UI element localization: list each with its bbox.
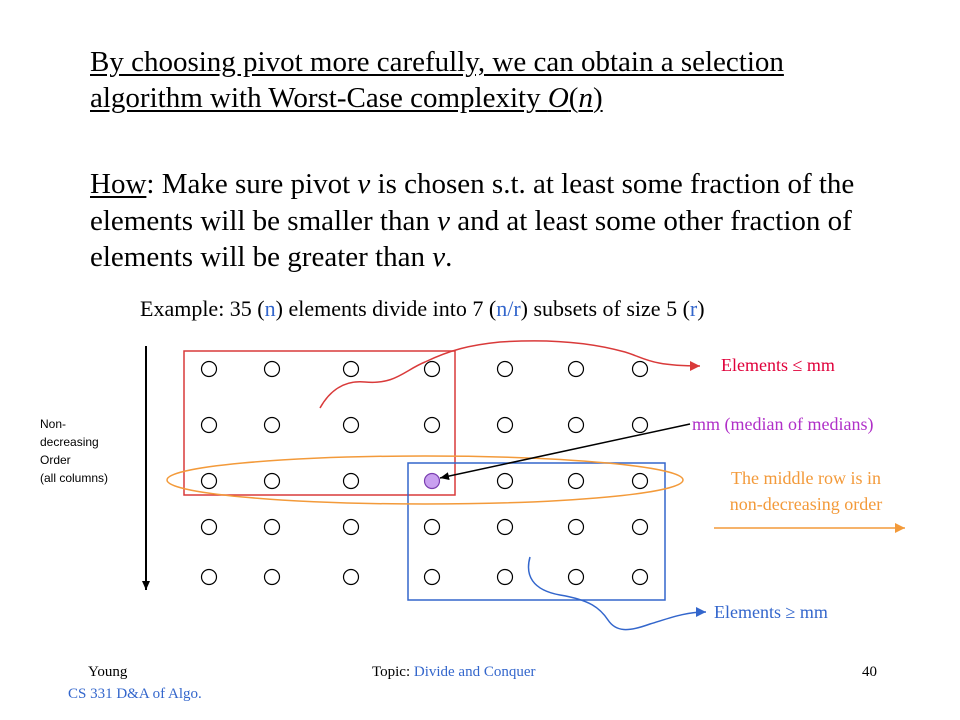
label-middle-row-line-1: The middle row is in: [731, 468, 881, 488]
how-label: How: [90, 168, 147, 200]
element-circle: [425, 418, 440, 433]
element-circle: [498, 520, 513, 535]
footer-topic: [372, 664, 536, 681]
title-line-1: By choosing pivot more carefully, we can obtain a selection: [90, 46, 784, 78]
element-circle: [265, 520, 280, 535]
element-circle: [344, 570, 359, 585]
element-circle: [425, 570, 440, 585]
element-circle: [633, 474, 648, 489]
example-mid-2: ) subsets of size 5 (: [520, 296, 690, 321]
how-text-3: and at least some other fraction of elements will be greater than: [90, 204, 852, 273]
greater-equal-arrow: [529, 557, 706, 630]
element-circle: [569, 474, 584, 489]
element-grid: [202, 362, 648, 585]
footer-topic-prefix: Topic:: [372, 664, 414, 680]
footer-topic-value: Divide and Conquer: [413, 664, 536, 680]
footer-course: CS 331 D&A of Algo.: [68, 686, 202, 702]
element-circle: [265, 570, 280, 585]
element-circle: [202, 520, 217, 535]
title-line-2-text: algorithm with Worst-Case complexity: [90, 82, 548, 114]
label-elements-greater-equal: Elements ≥ mm: [714, 602, 828, 622]
label-elements-less-equal: Elements ≤ mm: [721, 355, 835, 375]
big-o: O: [547, 82, 569, 114]
how-text-2: is chosen s.t. at least some fraction of the elements will be smaller than: [90, 168, 855, 237]
element-circle: [569, 520, 584, 535]
mm-arrow: [440, 424, 690, 478]
element-circle: [202, 570, 217, 585]
element-circle: [344, 418, 359, 433]
var-v: v: [437, 204, 450, 237]
label-middle-row-line-2: non-decreasing order: [729, 494, 883, 514]
order-label-line: (all columns): [40, 471, 109, 485]
element-circle: [344, 474, 359, 489]
page-number: 40: [862, 664, 877, 680]
element-circle: [265, 474, 280, 489]
how-text-1: : Make sure pivot: [146, 168, 358, 200]
element-circle: [265, 418, 280, 433]
element-circle: [498, 474, 513, 489]
example-n: n: [264, 296, 276, 321]
element-circle: [344, 362, 359, 377]
median-of-medians-element: [425, 474, 440, 489]
paren-open: (: [568, 82, 579, 114]
element-circle: [202, 418, 217, 433]
element-circle: [633, 362, 648, 377]
element-circle: [425, 362, 440, 377]
order-label-line: Order: [40, 453, 71, 467]
greater-equal-box: [408, 463, 665, 600]
element-circle: [633, 520, 648, 535]
element-circle: [425, 520, 440, 535]
order-label-line: decreasing: [40, 435, 99, 449]
less-equal-box: [184, 351, 455, 495]
element-circle: [633, 570, 648, 585]
example-mid-1: ) elements divide into 7 (: [275, 296, 497, 321]
element-circle: [633, 418, 648, 433]
element-circle: [498, 570, 513, 585]
element-circle: [569, 418, 584, 433]
element-circle: [498, 362, 513, 377]
example-suffix: ): [697, 296, 705, 321]
paren-close: ): [592, 82, 603, 114]
footer-author: Young: [88, 664, 128, 680]
element-circle: [344, 520, 359, 535]
order-label: [40, 415, 108, 487]
example-prefix: Example: 35 (: [140, 296, 265, 321]
how-text-4: .: [445, 241, 453, 273]
element-circle: [498, 418, 513, 433]
element-circle: [202, 362, 217, 377]
element-circle: [202, 474, 217, 489]
var-v: v: [357, 168, 371, 200]
var-n: n: [578, 82, 593, 114]
element-circle: [569, 362, 584, 377]
example-r: r: [689, 296, 698, 321]
var-v: v: [432, 241, 446, 273]
label-median-of-medians: mm (median of medians): [692, 414, 874, 434]
order-label-line: Non-: [40, 417, 67, 431]
element-circle: [569, 570, 584, 585]
label-middle-row: [700, 465, 912, 517]
example-n-over-r: n/r: [496, 296, 521, 321]
element-circle: [265, 362, 280, 377]
